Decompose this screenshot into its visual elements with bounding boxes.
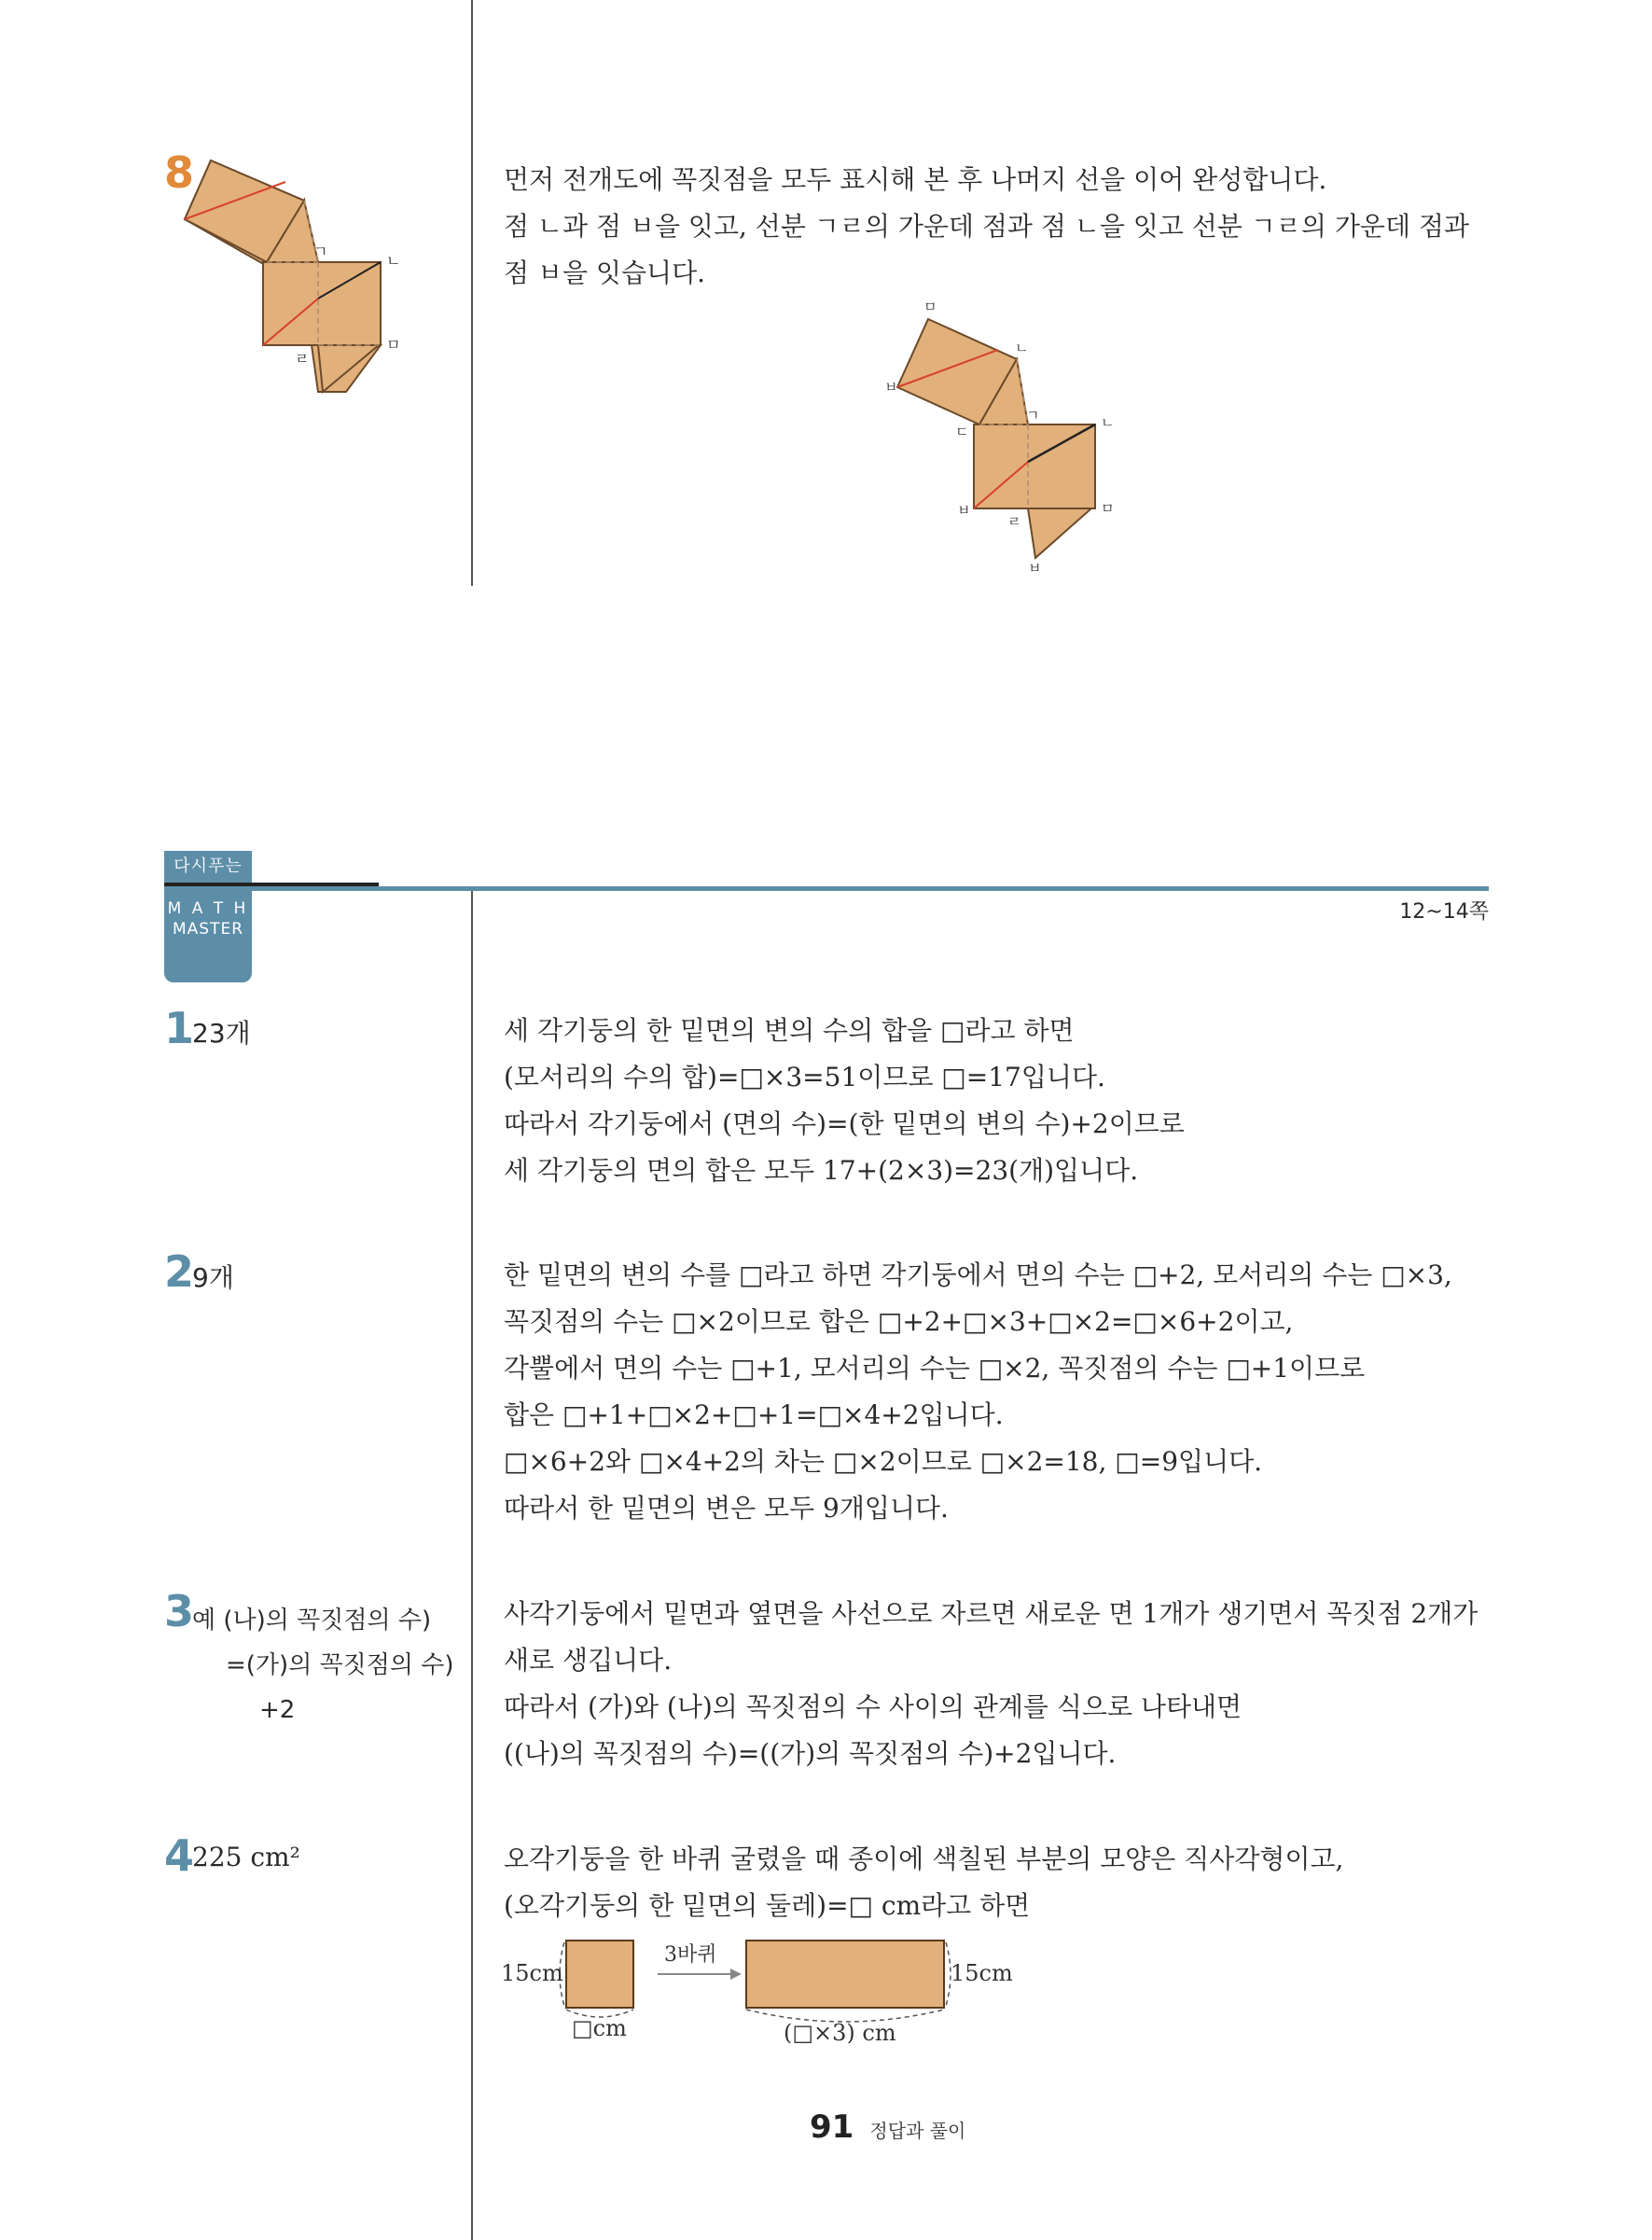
right-bottom-label: (□×3) cm bbox=[784, 2020, 896, 2043]
line: 오각기둥을 한 바퀴 굴렸을 때 종이에 색칠된 부분의 모양은 직사각형이고, bbox=[504, 1843, 1344, 1874]
problem-8-explanation bbox=[504, 157, 1469, 297]
line: 각뿔에서 면의 수는 □+1, 모서리의 수는 □×2, 꼭짓점의 수는 □+1이므로 bbox=[504, 1353, 1366, 1384]
tab-master: MASTER bbox=[172, 920, 244, 939]
label-r: ㄹ bbox=[295, 350, 310, 368]
line: 세 각기둥의 면의 합은 모두 17+(2×3)=23(개)입니다. bbox=[504, 1155, 1139, 1186]
problem-1-answer: 23개 bbox=[192, 1018, 251, 1049]
label-g: ㄱ bbox=[313, 243, 328, 260]
page-number: 91 bbox=[810, 2108, 854, 2146]
arrow-label: 3바퀴 bbox=[664, 1943, 717, 1967]
answer-line: 예 (나)의 꼭짓점의 수) bbox=[192, 1607, 432, 1635]
line: 점 ㅂ을 잇습니다. bbox=[504, 257, 706, 288]
label-b-bottom: ㅂ bbox=[1028, 560, 1042, 577]
line: 따라서 한 밑면의 변은 모두 9개입니다. bbox=[504, 1493, 949, 1523]
problem-8-number: 8 bbox=[164, 147, 195, 198]
line: (모서리의 수의 합)=□×3=51이므로 □=17입니다. bbox=[504, 1062, 1105, 1092]
label-n-right: ㄴ bbox=[1101, 414, 1115, 431]
line: 합은 □+1+□×2+□+1=□×4+2입니다. bbox=[504, 1399, 1004, 1430]
problem-4-figure bbox=[499, 1931, 1021, 2043]
problem-1-number: 1 bbox=[164, 1003, 195, 1053]
column-divider-top bbox=[471, 0, 473, 586]
tab-math: M A T H bbox=[167, 899, 249, 918]
page-footer bbox=[810, 2108, 965, 2146]
line: ((나)의 꼭짓점의 수)=((가)의 꼭짓점의 수)+2입니다. bbox=[504, 1738, 1117, 1769]
label-m-top: ㅁ bbox=[923, 299, 937, 315]
line: 꼭짓점의 수는 □×2이므로 합은 □+2+□×3+□×2=□×6+2이고, bbox=[504, 1306, 1294, 1337]
label-m: ㅁ bbox=[386, 336, 401, 354]
page-range: 12~14쪽 bbox=[1399, 900, 1489, 924]
line: □×6+2와 □×4+2의 차는 □×2이므로 □×2=18, □=9입니다. bbox=[504, 1446, 1263, 1477]
problem-1-explanation bbox=[504, 1008, 1185, 1194]
problem-8-net-small bbox=[164, 140, 444, 410]
problem-4-explanation bbox=[504, 1836, 1343, 1929]
line: 세 각기둥의 한 밑면의 변의 수의 합을 □라고 하면 bbox=[504, 1015, 1075, 1046]
line: 새로 생깁니다. bbox=[504, 1645, 673, 1676]
problem-2-answer: 9개 bbox=[192, 1262, 234, 1293]
right-side-label: 15cm bbox=[951, 1960, 1013, 1986]
line: 따라서 (가)와 (나)의 꼭짓점의 수 사이의 관계를 식으로 나타내면 bbox=[504, 1691, 1242, 1722]
line: 사각기둥에서 밑면과 옆면을 사선으로 자르면 새로운 면 1개가 생기면서 꼭짓점 2개가 bbox=[504, 1598, 1478, 1629]
problem-4-number: 4 bbox=[164, 1830, 195, 1881]
problem-3-number: 3 bbox=[164, 1586, 195, 1636]
problem-2-explanation bbox=[504, 1252, 1452, 1532]
problem-2-number: 2 bbox=[164, 1246, 195, 1297]
left-bottom-label: □cm bbox=[572, 2015, 627, 2041]
label-d: ㄷ bbox=[955, 424, 969, 440]
label-m-right: ㅁ bbox=[1101, 500, 1115, 517]
left-side-label: 15cm bbox=[501, 1960, 563, 1986]
section-tab-top: 다시푸는 bbox=[164, 851, 252, 883]
label-n-top: ㄴ bbox=[1015, 340, 1029, 356]
answer-line: =(가)의 꼭짓점의 수) bbox=[226, 1651, 454, 1679]
problem-3-explanation bbox=[504, 1591, 1478, 1777]
label-r: ㄹ bbox=[1007, 513, 1021, 530]
problem-3-answer bbox=[192, 1598, 454, 1732]
line: (오각기둥의 한 밑면의 둘레)=□ cm라고 하면 bbox=[504, 1890, 1031, 1921]
line: 먼저 전개도에 꼭짓점을 모두 표시해 본 후 나머지 선을 이어 완성합니다. bbox=[504, 164, 1327, 195]
column-divider-bottom bbox=[471, 891, 473, 2240]
problem-4-answer: 225 cm² bbox=[192, 1842, 300, 1872]
label-n: ㄴ bbox=[386, 252, 401, 270]
problem-8-net-large bbox=[868, 299, 1129, 578]
label-b-left: ㅂ bbox=[884, 379, 898, 396]
section-divider bbox=[164, 886, 1489, 891]
footer-label: 정답과 풀이 bbox=[869, 2120, 966, 2142]
line: 점 ㄴ과 점 ㅂ을 잇고, 선분 ㄱㄹ의 가운데 점과 점 ㄴ을 잇고 선분 ㄱㄹ의 가운데 점과 bbox=[504, 211, 1469, 242]
answer-line: +2 bbox=[259, 1696, 296, 1724]
line: 한 밑면의 변의 수를 □라고 하면 각기둥에서 면의 수는 □+2, 모서리의 수는 □×3, bbox=[504, 1259, 1452, 1290]
label-b-mid: ㅂ bbox=[957, 502, 971, 519]
section-tab-bottom bbox=[164, 891, 252, 982]
label-g: ㄱ bbox=[1026, 407, 1040, 424]
line: 따라서 각기둥에서 (면의 수)=(한 밑면의 변의 수)+2이므로 bbox=[504, 1108, 1185, 1139]
